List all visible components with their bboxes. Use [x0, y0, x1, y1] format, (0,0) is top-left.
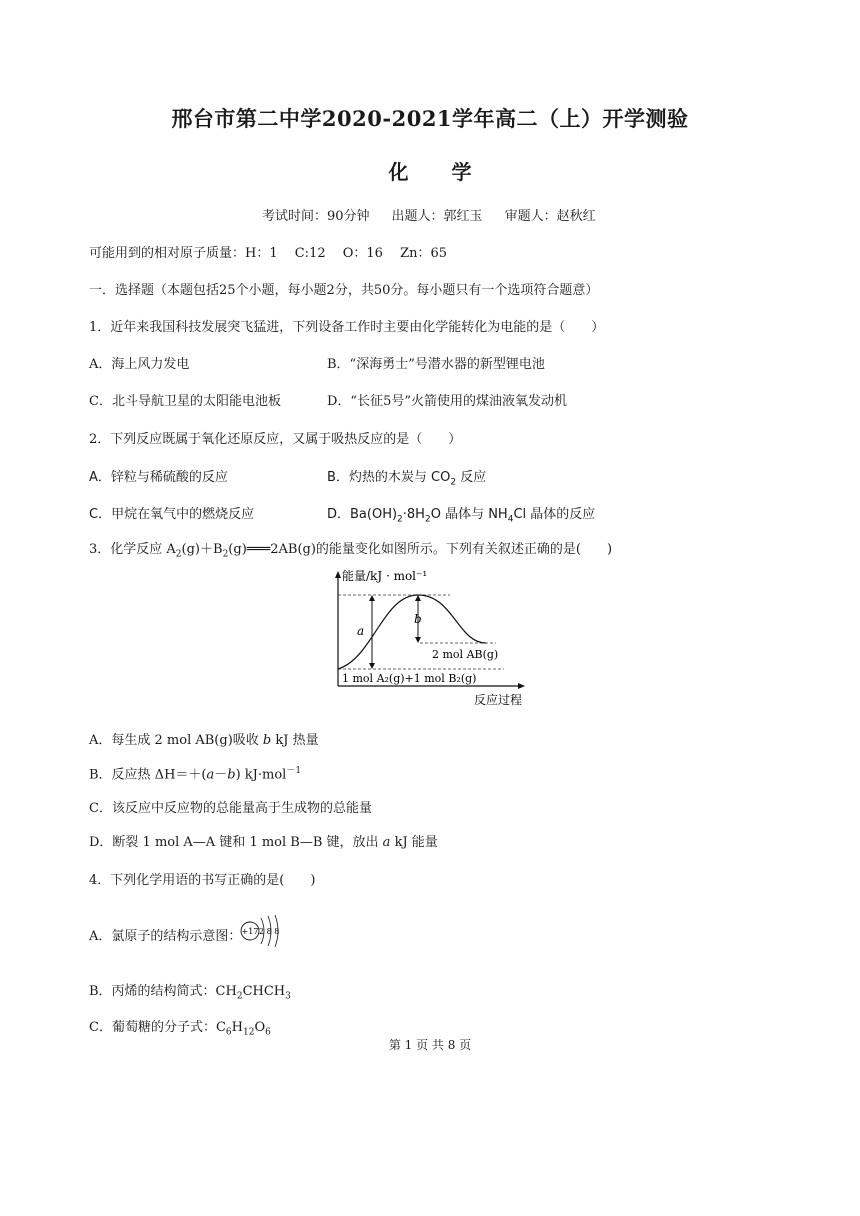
atom-nucleus-charge: +17: [241, 927, 259, 936]
question-1-option-c: C．北斗导航卫星的太阳能电池板: [89, 394, 281, 409]
question-2-stem: 2．下列反应既属于氧化还原反应，又属于吸热反应的是（ ）: [89, 432, 462, 447]
x-axis-label: 反应过程: [474, 693, 523, 707]
question-3-stem: 3．化学反应 $A_2(g)+B_2(g)═══2AB(g)$的能量变化如图所示。下列有关叙述正确的是( ): [89, 542, 613, 560]
section-heading: 一．选择题（本题包括25个小题，每小题2分，共50分。每小题只有一个选项符合题意）: [89, 283, 599, 298]
question-4-option-b: B．丙烯的结构简式：$CH_2CHCH_3$: [89, 984, 291, 1002]
arrow-a-head-bottom: [369, 663, 375, 669]
question-1-option-d: D．“长征5号”火箭使用的煤油液氧发动机: [327, 394, 567, 409]
arrow-b-head-bottom: [415, 637, 421, 643]
page-footer: 第 1 页 共 8 页: [388, 1038, 472, 1052]
reactant-label: 1 mol A₂(g)+1 mol B₂(g): [342, 672, 477, 685]
question-2-option-d: D．$Ba(OH)_2\cdot 8H_2O$ 晶体与 $NH_4Cl$ 晶体的反应: [327, 507, 596, 525]
y-axis-arrow: [335, 571, 341, 578]
label-b: b: [414, 612, 422, 626]
question-3-option-c: C．该反应中反应物的总能量高于生成物的总能量: [89, 801, 372, 816]
question-1-option-b: B．“深海勇士”号潜水器的新型锂电池: [327, 357, 545, 372]
question-3-option-a: A．每生成 2 mol AB(g)吸收 b kJ 热量: [89, 733, 319, 748]
question-4-option-c: C．葡萄糖的分子式：$C_6H_{12}O_6$: [89, 1020, 271, 1038]
atomic-masses: 可能用到的相对原子质量：H：1 C:12 O：16 Zn：65: [89, 246, 448, 261]
question-4-option-a: A．氯原子的结构示意图：: [89, 929, 242, 944]
question-2-option-c: C．甲烷在氧气中的燃烧反应: [89, 507, 255, 522]
question-3-option-b: B．反应热 ΔH＝＋(a－b) kJ·mol$^{-1}$: [89, 766, 302, 783]
chlorine-atom-diagram: [238, 912, 288, 948]
product-label: 2 mol AB(g): [432, 648, 499, 661]
subject-heading: 化 学: [388, 160, 490, 184]
arrow-a-head-top: [369, 595, 375, 601]
question-2-option-a: A．锌粒与稀硫酸的反应: [89, 470, 228, 485]
x-axis-arrow: [518, 683, 525, 689]
exam-meta: [262, 205, 618, 224]
energy-diagram: [328, 568, 528, 708]
exam-reviewer: 审题人：赵秋红: [504, 209, 596, 224]
question-4-stem: 4．下列化学用语的书写正确的是( ): [89, 873, 316, 888]
label-a: a: [357, 624, 365, 638]
electron-counts: 2 8 8: [259, 927, 280, 936]
question-2-option-b: B．灼热的木炭与 $CO_2$ 反应: [327, 470, 487, 488]
exam-author: 出题人：郭红玉: [391, 209, 483, 224]
question-1-stem: 1．近年来我国科技发展突飞猛进，下列设备工作时主要由化学能转化为电能的是（ ）: [89, 320, 605, 335]
question-3-option-d: D．断裂 1 mol A—A 键和 1 mol B—B 键，放出 a kJ 能量: [89, 835, 438, 850]
exam-time: 考试时间：90分钟: [262, 209, 370, 224]
question-1-option-a: A．海上风力发电: [89, 357, 190, 372]
arrow-b-head-top: [415, 595, 421, 601]
y-axis-label: 能量/kJ · mol⁻¹: [342, 569, 428, 583]
document-title: 邢台市第二中学2020-2021学年高二（上）开学测验: [171, 106, 689, 131]
